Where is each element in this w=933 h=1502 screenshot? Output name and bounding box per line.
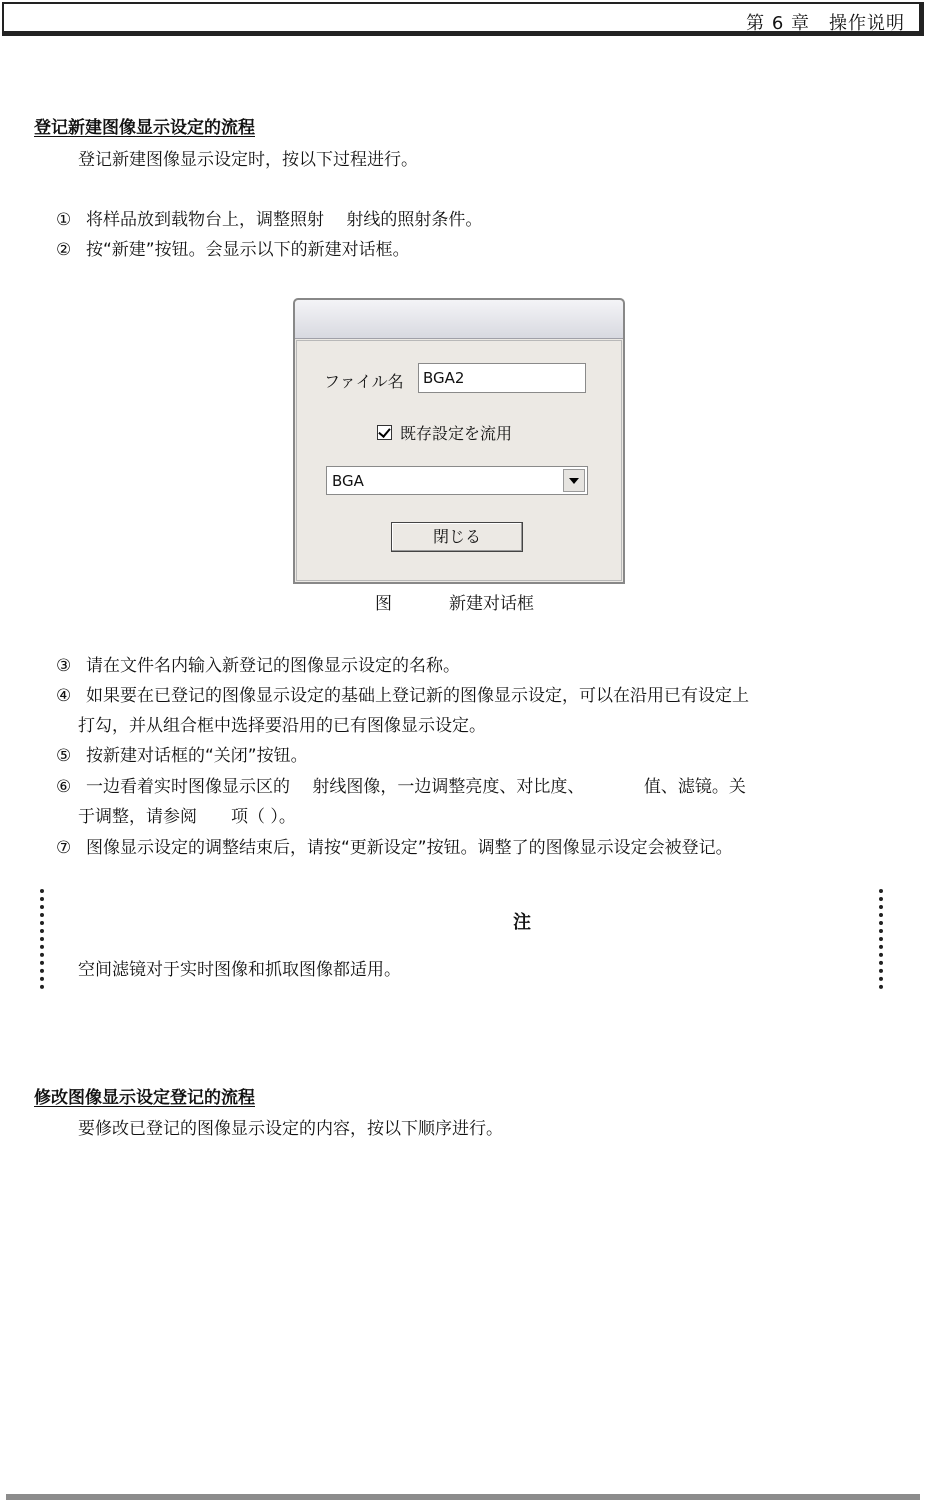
chevron-down-icon[interactable] (563, 469, 585, 492)
filename-input[interactable]: BGA2 (418, 363, 586, 393)
existing-setting-select[interactable] (326, 466, 588, 495)
section-intro-new: 登记新建图像显示设定时，按以下过程进行。 (78, 150, 418, 170)
step-6-continued: 于调整，请参阅 项（ ）。 (78, 807, 296, 827)
step-number: ⑦ (56, 838, 72, 858)
step-2 (56, 235, 410, 260)
section-title-new: 登记新建图像显示设定的流程 (34, 118, 255, 138)
step-text: 按“新建”按钮。会显示以下的新建对话框。 (86, 240, 410, 260)
section-intro-modify: 要修改已登记的图像显示设定的内容，按以下顺序进行。 (78, 1119, 503, 1139)
dialog-body (296, 340, 622, 581)
step-number: ⑤ (56, 746, 72, 766)
step-3 (56, 651, 460, 676)
step-5 (56, 741, 308, 766)
note-title: 注 (513, 912, 531, 933)
step-1 (56, 205, 482, 230)
step-number: ⑥ (56, 777, 72, 797)
step-text: 将样品放到载物台上，调整照射 射线的照射条件。 (86, 210, 483, 230)
dialog-titlebar[interactable] (295, 300, 623, 339)
page-header (2, 2, 924, 36)
close-button[interactable]: 閉じる (391, 522, 523, 552)
step-number: ① (56, 210, 72, 230)
step-6 (56, 772, 746, 797)
note-text: 空间滤镜对于实时图像和抓取图像都适用。 (78, 960, 401, 980)
step-text: 请在文件名内输入新登记的图像显示设定的名称。 (86, 656, 460, 676)
figure-caption-prefix: 图 (375, 594, 392, 614)
step-text: 图像显示设定的调整结束后，请按“更新设定”按钮。调整了的图像显示设定会被登记。 (86, 838, 733, 858)
step-4 (56, 681, 749, 706)
select-value: BGA (332, 472, 364, 490)
step-number: ③ (56, 656, 72, 676)
step-number: ② (56, 240, 72, 260)
section-title-modify: 修改图像显示设定登记的流程 (34, 1088, 255, 1108)
step-text: 一边看着实时图像显示区的 射线图像，一边调整亮度、对比度、 值、滤镜。关 (86, 777, 746, 797)
reuse-setting-row[interactable] (377, 421, 512, 444)
reuse-setting-checkbox[interactable] (377, 425, 392, 440)
figure-caption: 新建对话框 (449, 594, 534, 614)
step-text: 如果要在已登记的图像显示设定的基础上登记新的图像显示设定，可以在沿用已有设定上 (86, 686, 749, 706)
step-4-continued: 打勾，并从组合框中选择要沿用的已有图像显示设定。 (78, 716, 486, 736)
footer-divider (6, 1494, 920, 1500)
step-7 (56, 833, 733, 858)
new-dialog (293, 298, 625, 584)
chapter-title: 第 6 章 操作说明 (746, 13, 905, 34)
step-text: 按新建对话框的“关闭”按钮。 (86, 746, 308, 766)
step-number: ④ (56, 686, 72, 706)
filename-label: ファイル名 (324, 372, 404, 391)
reuse-setting-label[interactable]: 既存設定を流用 (400, 424, 513, 443)
